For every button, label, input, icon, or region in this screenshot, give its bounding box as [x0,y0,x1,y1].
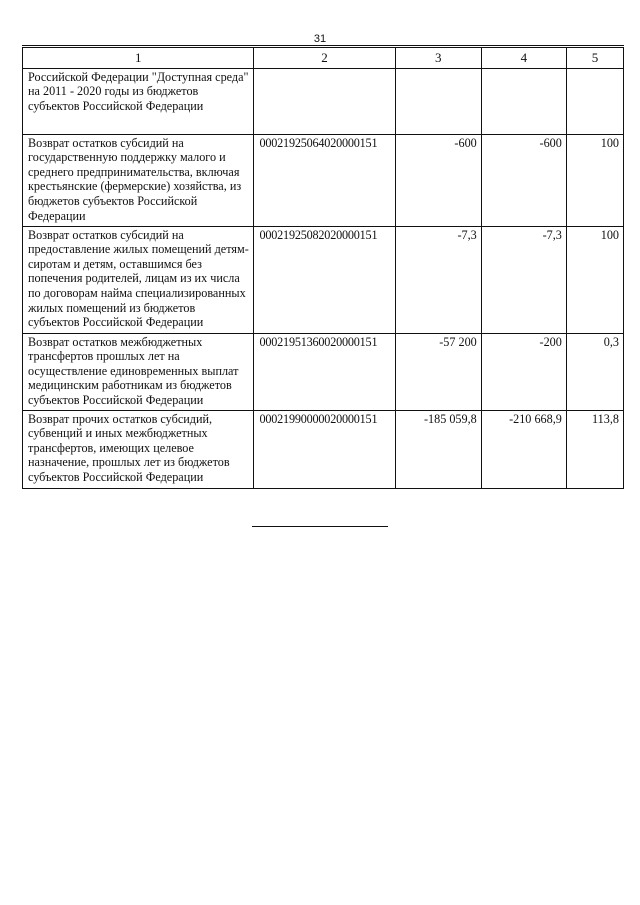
table-row [23,134,624,226]
column-header-5: 5 [566,48,623,69]
row-col5-value: 113,8 [566,410,623,488]
page-number: 31 [313,33,327,45]
row-name: Российской Федерации "Доступная среда" на 2011 - 2020 годы из бюджетов субъектов Российской Федерации [23,68,254,134]
row-col4-value: -7,3 [481,226,566,333]
column-header-1: 1 [23,48,254,69]
row-col4-value: -210 668,9 [481,410,566,488]
column-header-2: 2 [254,48,395,69]
top-rule [22,45,624,46]
closing-rule [252,526,388,527]
row-name: Возврат остатков субсидий на предоставление жилых помещений детям-сиротам и детям, оставшимся без попечения родителей, лицам из их числа по договорам найма специализированных жилых помещений из бюджетов субъектов Российской Федерации [23,226,254,333]
row-col5-value: 0,3 [566,333,623,410]
row-code [254,68,395,134]
row-col3-value: -7,3 [395,226,481,333]
row-col5-value: 100 [566,226,623,333]
column-header-4: 4 [481,48,566,69]
row-name: Возврат остатков субсидий на государственную поддержку малого и среднего предпринимательства, включая крестьянские (фермерские) хозяйства, из бюджетов субъектов Российской Федерации [23,134,254,226]
table-row [23,333,624,410]
row-code: 00021990000020000151 [254,410,395,488]
row-code: 00021925082020000151 [254,226,395,333]
row-col5-value [566,68,623,134]
row-col4-value: -200 [481,333,566,410]
row-col4-value [481,68,566,134]
row-col4-value: -600 [481,134,566,226]
row-col3-value: -600 [395,134,481,226]
row-name: Возврат прочих остатков субсидий, субвенций и иных межбюджетных трансфертов, имеющих целевое назначение, прошлых лет из бюджетов субъектов Российской Федерации [23,410,254,488]
row-col3-value [395,68,481,134]
column-number-row [23,48,624,69]
row-col3-value: -185 059,8 [395,410,481,488]
row-name: Возврат остатков межбюджетных трансфертов прошлых лет на осуществление единовременных выплат медицинским работникам из бюджетов субъектов Российской Федерации [23,333,254,410]
row-col3-value: -57 200 [395,333,481,410]
row-code: 00021925064020000151 [254,134,395,226]
budget-table [22,47,624,489]
table-row [23,410,624,488]
table-row [23,68,624,134]
row-code: 00021951360020000151 [254,333,395,410]
table-row [23,226,624,333]
row-col5-value: 100 [566,134,623,226]
column-header-3: 3 [395,48,481,69]
